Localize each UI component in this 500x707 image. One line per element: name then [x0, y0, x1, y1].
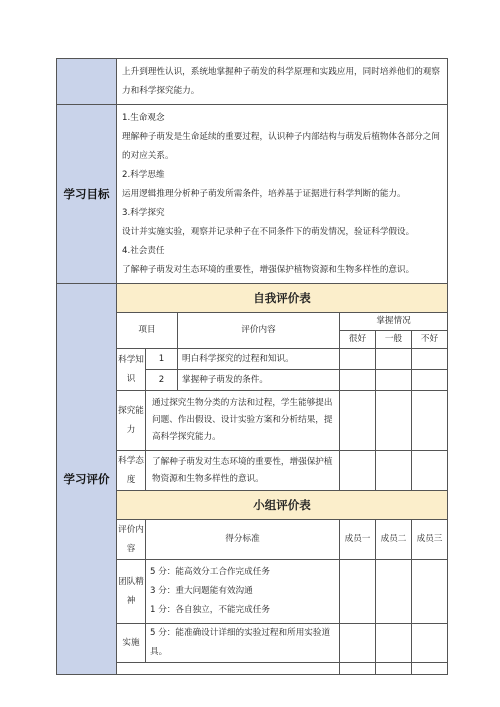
self-header-bad: 不好 [412, 331, 448, 349]
group-header-member-1: 成员一 [340, 520, 376, 560]
score-cell[interactable] [412, 663, 448, 675]
intro-text: 上升到理性认识，系统地掌握种子萌发的科学原理和实践应用，同时培养他们的观察力和科学探究能力。 [117, 59, 448, 105]
rating-cell[interactable] [412, 349, 448, 370]
knowledge-label: 科学知识 [117, 349, 146, 391]
rating-cell[interactable] [340, 370, 376, 391]
attitude-text: 了解种子萌发对生态环境的重要性，增强保护植物资源和生物多样性的意识。 [146, 451, 340, 491]
objective-text: 运用逻辑推理分析种子萌发所需条件，培养基于证据进行科学判断的能力。 [122, 188, 406, 199]
group-header-content: 评价内容 [117, 520, 146, 560]
lesson-plan-table [56, 58, 447, 675]
objective-text: 了解种子萌发对生态环境的重要性，增强保护植物资源和生物多样性的意识。 [122, 264, 415, 275]
self-eval-title: 自我评价表 [117, 284, 448, 313]
experiment-criteria: 5 分：能准确设计详细的实验过程和所用实验道具。 [146, 624, 340, 663]
knowledge-item-1: 明白科学探究的过程和知识。 [178, 349, 340, 370]
objectives-label: 学习目标 [57, 105, 117, 284]
rating-cell[interactable] [376, 451, 412, 491]
criteria-line: 3 分：重大问题能有效沟通 [150, 586, 253, 596]
ability-label: 探究能力 [117, 391, 146, 451]
attitude-label: 科学态度 [117, 451, 146, 491]
score-cell[interactable] [412, 624, 448, 663]
group-header-criteria: 得分标准 [146, 520, 340, 560]
self-header-item: 项目 [117, 313, 178, 349]
teamwork-criteria [146, 560, 340, 624]
self-header-content: 评价内容 [178, 313, 340, 349]
rating-cell[interactable] [340, 349, 376, 370]
objective-heading: 3.科学探究 [122, 207, 165, 218]
score-cell[interactable] [340, 560, 376, 624]
criteria-line: 1 分：各自独立，不能完成任务 [150, 605, 270, 615]
objective-heading: 2.科学思维 [122, 169, 165, 180]
rating-cell[interactable] [340, 451, 376, 491]
rating-cell[interactable] [340, 391, 376, 451]
experiment-label: 实施 [117, 624, 146, 663]
objective-text: 理解种子萌发是生命延续的重要过程，认识种子内部结构与萌发后植物体各部分之间的对应关系。 [122, 131, 440, 161]
group-header-member-2: 成员二 [376, 520, 412, 560]
intro-side-cell [57, 59, 117, 105]
row-number: 2 [146, 370, 178, 391]
group-eval-title: 小组评价表 [117, 491, 448, 520]
evaluation-label: 学习评价 [57, 284, 117, 675]
objective-text: 设计并实施实验，观察并记录种子在不同条件下的萌发情况，验证科学假设。 [122, 226, 415, 237]
self-header-ok: 一般 [376, 331, 412, 349]
rating-cell[interactable] [376, 370, 412, 391]
objective-heading: 4.社会责任 [122, 245, 165, 256]
teamwork-label: 团队精神 [117, 560, 146, 624]
rating-cell[interactable] [412, 391, 448, 451]
objective-heading: 1.生命观念 [122, 112, 165, 123]
score-cell[interactable] [376, 560, 412, 624]
knowledge-item-2: 掌握种子萌发的条件。 [178, 370, 340, 391]
rating-cell[interactable] [376, 391, 412, 451]
empty-cell [117, 663, 340, 675]
row-number: 1 [146, 349, 178, 370]
score-cell[interactable] [376, 624, 412, 663]
score-cell[interactable] [340, 663, 376, 675]
rating-cell[interactable] [412, 451, 448, 491]
rating-cell[interactable] [376, 349, 412, 370]
rating-cell[interactable] [412, 370, 448, 391]
ability-text: 通过探究生物分类的方法和过程，学生能够提出问题、作出假设、设计实验方案和分析结果，提高科学探究能力。 [146, 391, 340, 451]
score-cell[interactable] [376, 663, 412, 675]
group-header-member-3: 成员三 [412, 520, 448, 560]
self-header-mastery: 掌握情况 [340, 313, 448, 331]
criteria-line: 5 分：能高效分工合作完成任务 [150, 567, 270, 577]
score-cell[interactable] [340, 624, 376, 663]
self-header-good: 很好 [340, 331, 376, 349]
objectives-content [117, 105, 448, 284]
score-cell[interactable] [412, 560, 448, 624]
